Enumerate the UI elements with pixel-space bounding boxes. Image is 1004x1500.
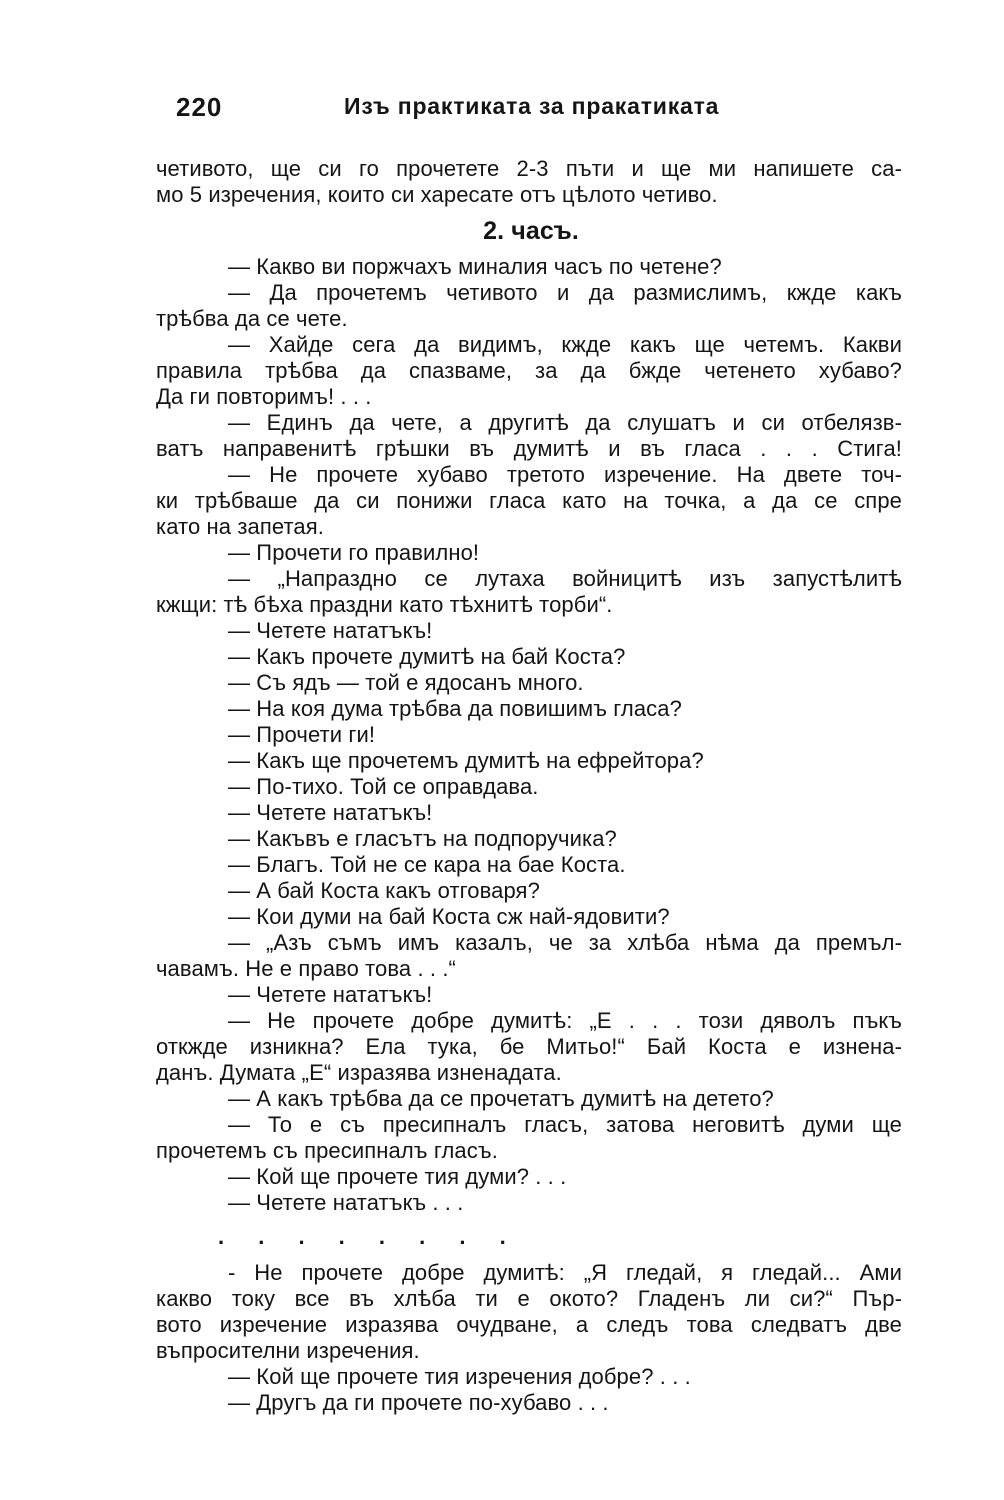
dialogue-line: — Прочети ги! [228, 722, 376, 747]
page-header [176, 92, 736, 128]
dialogue-line: — То е съ пресипналъ гласъ, затова неговитѣ думи ще [228, 1112, 902, 1137]
dialogue-continuation: прочетемъ съ пресипналъ гласъ. [156, 1138, 498, 1163]
dialogue-line: — Четете нататъкъ! [228, 982, 433, 1007]
dialogue-line: — Четете нататъкъ! [228, 800, 433, 825]
dialogue-line: — По-тихо. Той се оправдава. [228, 774, 539, 799]
dialogue-line: — Хайде сега да видимъ, кжде какъ ще четемъ. Какви [228, 332, 902, 357]
dialogue-line: — Какво ви поржчахъ миналия часъ по четене? [228, 254, 722, 279]
dialogue-continuation: чавамъ. Не е право това . . .“ [156, 956, 456, 981]
page-body [156, 156, 902, 1416]
dialogue-line: — Четете нататъкъ! [228, 618, 433, 643]
dialogue-continuation: Да ги повторимъ! . . . [156, 384, 372, 409]
dialogue-line: — Какъ прочете думитѣ на бай Коста? [228, 644, 626, 669]
dialogue-line: — Кои думи на бай Коста сж най-ядовити? [228, 904, 670, 929]
dialogue-line: — Кой ще прочете тия изречения добре? . . . [228, 1364, 691, 1389]
dialogue-line: — „Азъ съмъ имъ казалъ, че за хлѣба нѣма да премъл- [228, 930, 902, 955]
dialogue-line: — Съ ядъ — той е ядосанъ много. [228, 670, 584, 695]
dialogue-line: — Какъ ще прочетемъ думитѣ на ефрейтора? [228, 748, 704, 773]
dialogue-continuation: ки трѣбваше да си понижи гласа като на точка, а да се спре [156, 488, 902, 513]
text-line: четивото, ще си го прочетете 2-3 пъти и ще ми напишете са- [156, 156, 902, 181]
dialogue-continuation: ватъ направенитѣ грѣшки въ думитѣ и въ гласа . . . Стига! [156, 436, 902, 461]
dialogue-continuation: като на запетая. [156, 514, 324, 539]
dialogue-line: — Прочети го правилно! [228, 540, 480, 565]
dialogue-line: — Четете нататъкъ . . . [228, 1190, 464, 1215]
dialogue-line: — Единъ да чете, а другитѣ да слушатъ и си отбелязв- [228, 410, 902, 435]
dialogue-line: — Другъ да ги прочете по-хубаво . . . [228, 1390, 609, 1415]
dialogue-continuation: правила трѣбва да спазваме, за да бжде четенето хубаво? [156, 358, 902, 383]
dialogue-line: — Какъвъ е гласътъ на подпоручика? [228, 826, 617, 851]
dialogue-line: - Не прочете добре думитѣ: „Я гледай, я гледай... Ами [228, 1260, 902, 1285]
dialogue-line: — Да прочетемъ четивото и да размислимъ, кжде какъ [228, 280, 902, 305]
text-line: мо 5 изречения, които си харесате отъ цѣлото четиво. [156, 182, 718, 207]
dialogue-line: — На коя дума трѣбва да повишимъ гласа? [228, 696, 682, 721]
dialogue-line: — Не прочете добре думитѣ: „Е . . . този дяволъ пъкъ [228, 1008, 902, 1033]
dialogue-continuation: какво току все въ хлѣба ти е окото? Гладенъ ли си?“ Пър- [156, 1286, 902, 1311]
dialogue-line: — Не прочете хубаво третото изречение. На двете точ- [228, 462, 902, 487]
ellipsis-separator: . . . . . . . . [218, 1224, 520, 1249]
dialogue-line: — „Напраздно се лутаха войницитѣ изъ запустѣлитѣ [228, 566, 902, 591]
dialogue-continuation: трѣбва да се чете. [156, 306, 348, 331]
running-title: Изъ практиката за пракатиката [344, 93, 720, 119]
section-title: 2. часъ. [483, 217, 579, 245]
dialogue-line: — Кой ще прочете тия думи? . . . [228, 1164, 567, 1189]
page-number: 220 [176, 92, 223, 122]
dialogue-line: — А какъ трѣбва да се прочетатъ думитѣ на детето? [228, 1086, 774, 1111]
dialogue-continuation: въпросителни изречения. [156, 1338, 420, 1363]
dialogue-line: — А бай Коста какъ отговаря? [228, 878, 540, 903]
dialogue-line: — Благъ. Той не се кара на бае Коста. [228, 852, 626, 877]
dialogue-continuation: данъ. Думата „Е“ изразява изненадата. [156, 1060, 562, 1085]
dialogue-continuation: кжщи: тѣ бѣха праздни като тѣхнитѣ торби“. [156, 592, 613, 617]
dialogue-continuation: вото изречение изразява очудване, а следъ това следватъ две [156, 1312, 902, 1337]
dialogue-continuation: откжде изникна? Ела тука, бе Митьо!“ Бай Коста е изненa- [156, 1034, 902, 1059]
